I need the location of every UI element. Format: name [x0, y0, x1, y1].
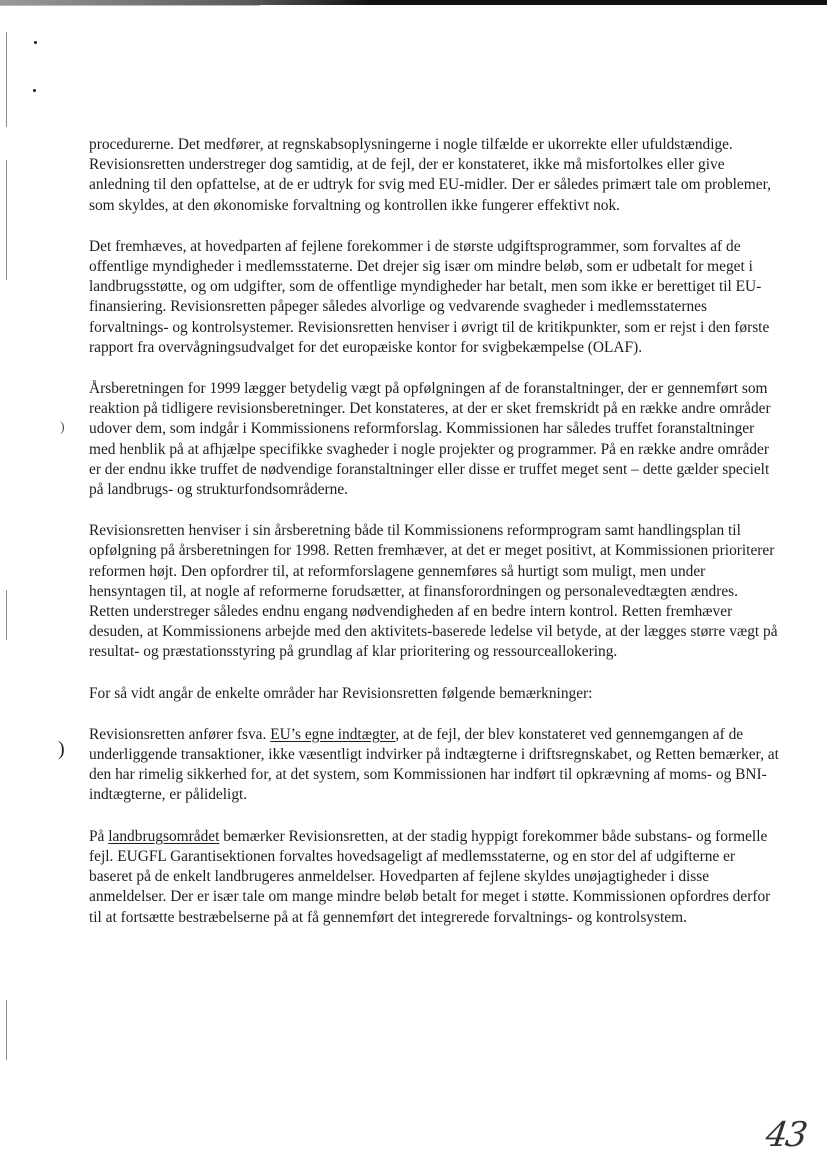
left-margin-line — [6, 160, 7, 280]
margin-bracket-mark: ) — [60, 420, 65, 435]
body-paragraph — [89, 827, 779, 928]
paragraph-text: Det fremhæves, at hovedparten af fejlene forekommer i de største udgiftsprogrammer, som forvaltes af de offentlige myndigheder i medlemsstaterne. Det drejer sig især om mindre beløb, som er udbetalt for meget i landbrugsstøtte, og om udgifter, som de offentlige myndigheder har betalt, men som ikke er berettiget til EU-finansiering. Revisionsretten påpeger således alvorlige og vedvarende svagheder i medlemsstaternes forvaltnings- og kontrolsystemer. Revisionsretten henviser i øvrigt til de kritikpunkter, som er rejst i den første rapport fra overvågningsudvalget for det europæiske kontor for svigbekæmpelse (OLAF). — [89, 237, 770, 356]
handwritten-page-number: 43 — [763, 1115, 809, 1155]
document-body — [89, 135, 779, 949]
paragraph-text: , at de fejl, der blev konstateret ved gennemgangen af de underliggende transaktioner, ikke væsentligt indvirker på indtægterne i driftsregnskabet, og Retten bemærker, at den har rimelig sikkerhed for, at det system, som Kommissionen har indført til opkrævning af moms- og BNI-indtægterne, er pålideligt. — [89, 725, 779, 804]
paragraph-text: bemærker Revisionsretten, at der stadig hyppigt forekommer både substans- og formelle fejl. EUGFL Garantisektionen forvaltes hovedsageligt af medlemsstaterne, og en stor del af udgifterne er baseret på de enkelt landbrugeres anmeldelser. Hovedparten af fejlene skyldes unøjagtigheder i disse anmeldelser. Der er især tale om mange mindre beløb betalt for meget i støtte. Kommissionen opfordres derfor til at fortsætte bestræbelserne på at få gennemført det integrerede forvaltnings- og kontrolsystem. — [89, 827, 771, 926]
underlined-term: landbrugsområdet — [108, 827, 220, 845]
body-paragraph — [89, 521, 779, 662]
paragraph-text: Revisionsretten henviser i sin årsberetning både til Kommissionens reformprogram samt handlingsplan til opfølgning på årsberetningen for 1998. Retten fremhæver, at det er meget positivt, at Kommissionen prioriterer reformen højt. Den opfordrer til, at reformforslagene gennemføres så hurtigt som muligt, men under hensyntagen til, at nogle af reformerne forudsætter, at finansforordningen og personalevedtægten ændres. Retten understreger således endnu engang nødvendigheden af en bedre intern kontrol. Retten fremhæver desuden, at Kommissionens arbejde med den aktivitets-baserede ledelse vil betyde, at der lægges større vægt på resultat- og præstationsstyring på grundlag af klar prioritering og ressourceallokering. — [89, 522, 778, 661]
left-margin-line — [6, 32, 7, 127]
body-paragraph — [89, 135, 779, 216]
top-scan-rule-thin — [0, 5, 260, 6]
margin-bracket-mark: ) — [58, 738, 65, 760]
scan-dot — [34, 41, 37, 44]
paragraph-text: procedurerne. Det medfører, at regnskabsoplysningerne i nogle tilfælde er ukorrekte eller ufuldstændige. Revisionsretten understreger dog samtidig, at de fejl, der er konstateret, ikke må misfortolkes eller give anledning til den opfattelse, at de er udtryk for svig med EU-midler. Der er således primært tale om problemer, som skyldes, at den økonomiske forvaltning og kontrollen ikke fungerer effektivt nok. — [89, 136, 771, 214]
body-paragraph — [89, 379, 779, 500]
left-margin-line — [6, 590, 7, 640]
underlined-term: EU’s egne indtægter — [270, 725, 396, 743]
paragraph-text: Revisionsretten anfører fsva. — [89, 725, 271, 743]
body-paragraph — [89, 237, 779, 358]
left-margin-line — [6, 1000, 7, 1060]
scan-dot — [33, 89, 36, 92]
body-paragraph — [89, 684, 779, 704]
body-paragraph — [89, 725, 779, 806]
paragraph-text: Årsberetningen for 1999 lægger betydelig vægt på opfølgningen af de foranstaltninger, der er gennemført som reaktion på tidligere revisionsberetninger. Det konstateres, at der er sket fremskridt på en række andre områder udover dem, som indgår i Kommissionens reformforslag. Kommissionen har således truffet foranstaltninger med henblik på at afhjælpe specifikke svagheder i nogle projekter og programmer. På en række andre områder er der endnu ikke truffet de nødvendige foranstaltninger eller disse er truffet meget sent – dette gælder specielt på landbrugs- og strukturfondsområderne. — [89, 380, 771, 499]
paragraph-text: For så vidt angår de enkelte områder har Revisionsretten følgende bemærkninger: — [89, 684, 593, 702]
paragraph-text: På — [89, 827, 109, 845]
